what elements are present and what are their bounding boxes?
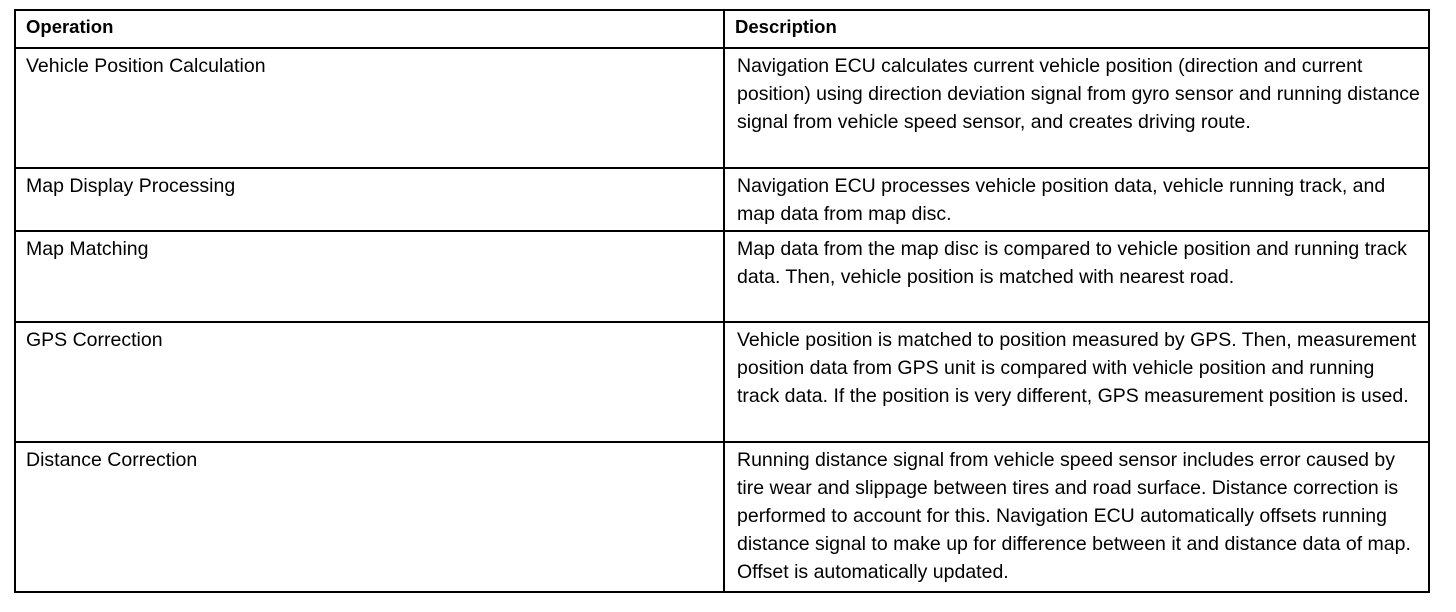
table-row: [15, 442, 1429, 592]
table-row: [15, 168, 1429, 231]
table-body: [15, 48, 1429, 592]
operation-column-header: Operation: [15, 10, 724, 48]
operation-cell: Map Matching: [15, 231, 724, 322]
description-column-header: Description: [724, 10, 1429, 48]
description-cell: Map data from the map disc is compared to vehicle position and running track data. Then, vehicle position is matched with nearest road.: [724, 231, 1429, 322]
description-cell: Navigation ECU calculates current vehicle position (direction and current position) using direction deviation signal from gyro sensor and running distance signal from vehicle speed sensor, and creates driving route.: [724, 48, 1429, 168]
operation-cell: Map Display Processing: [15, 168, 724, 231]
operations-table: [14, 9, 1430, 593]
operation-cell: Vehicle Position Calculation: [15, 48, 724, 168]
description-cell: Vehicle position is matched to position measured by GPS. Then, measurement position data from GPS unit is compared with vehicle position and running track data. If the position is very different, GPS measurement position is used.: [724, 322, 1429, 442]
description-cell: Running distance signal from vehicle speed sensor includes error caused by tire wear and slippage between tires and road surface. Distance correction is performed to account for this. Navigation ECU automatically offsets running distance signal to make up for difference between it and distance data of map. Offset is automatically updated.: [724, 442, 1429, 592]
table-row: [15, 322, 1429, 442]
table-row: [15, 48, 1429, 168]
operation-cell: GPS Correction: [15, 322, 724, 442]
table-row: [15, 231, 1429, 322]
header-row: [15, 10, 1429, 48]
operation-cell: Distance Correction: [15, 442, 724, 592]
description-cell: Navigation ECU processes vehicle position data, vehicle running track, and map data from map disc.: [724, 168, 1429, 231]
table-header: [15, 10, 1429, 48]
